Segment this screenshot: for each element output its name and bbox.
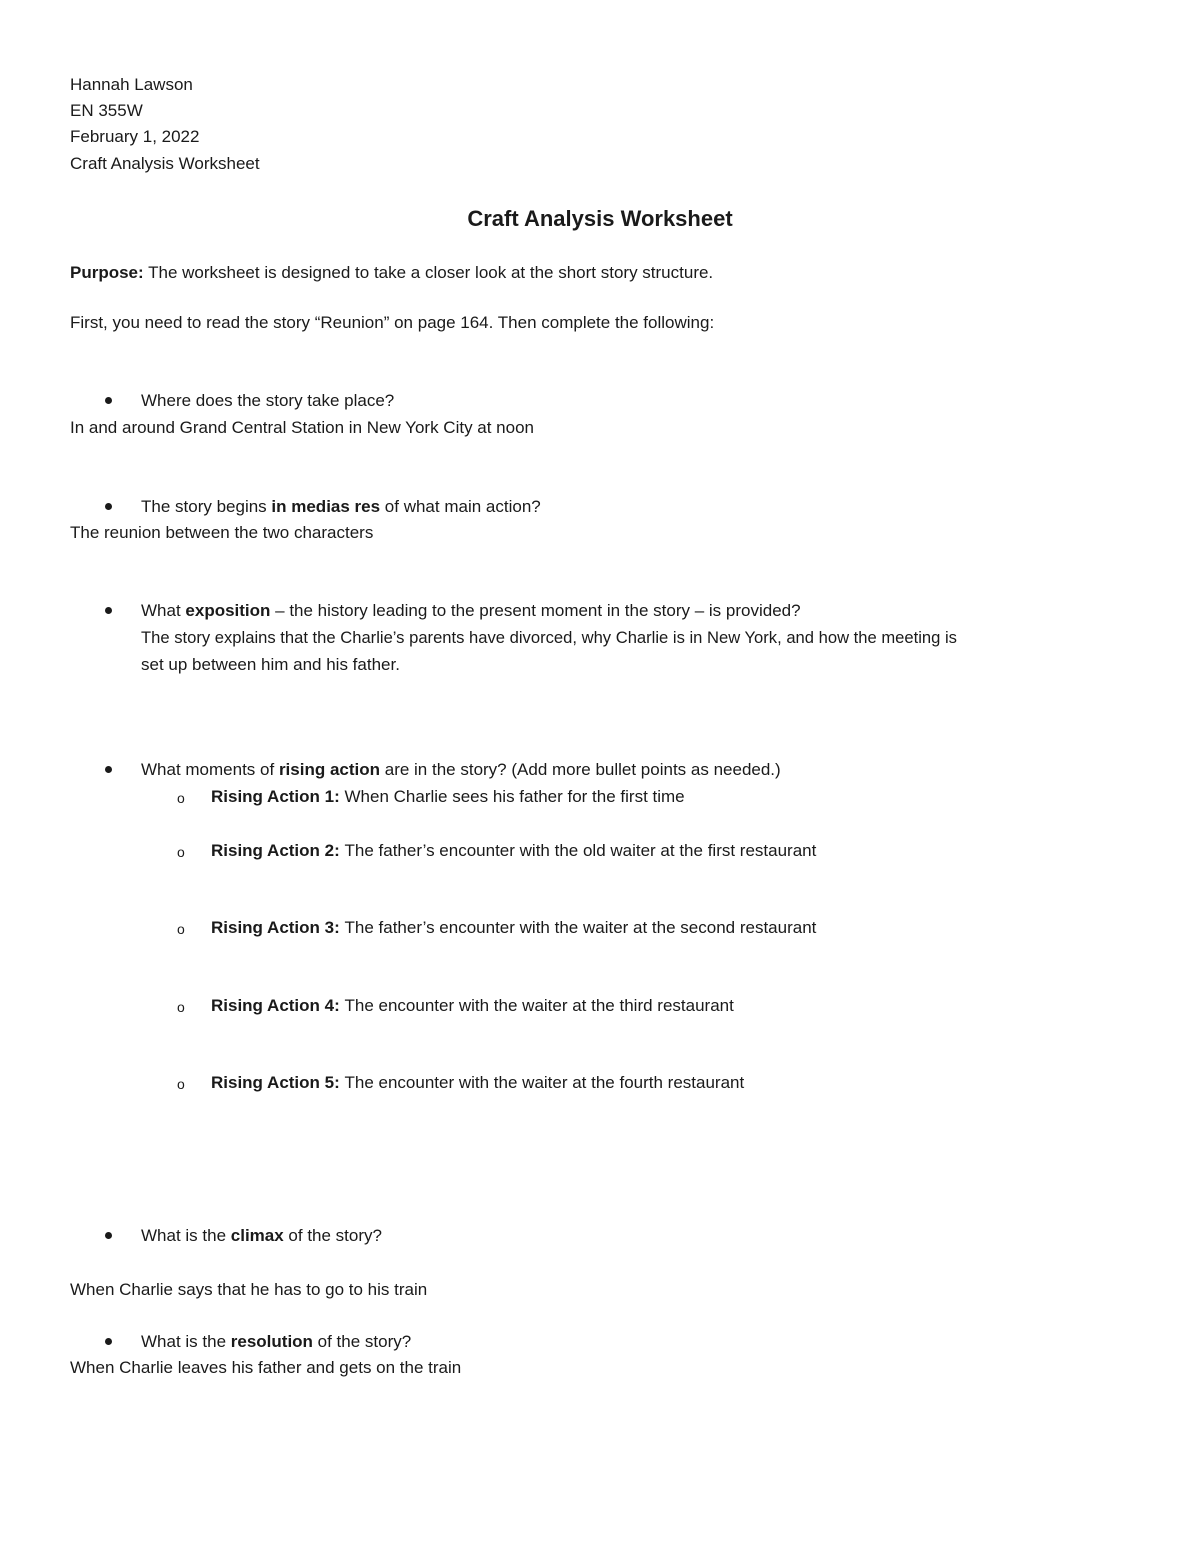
- sub-bullet-icon: o: [177, 844, 185, 860]
- rising-action-label: Rising Action 4:: [211, 996, 345, 1015]
- question-text: of the story?: [312, 1332, 412, 1351]
- rising-action-text: The encounter with the waiter at the third restaurant: [344, 996, 734, 1015]
- question-setting: Where does the story take place?: [141, 391, 395, 410]
- page-title: Craft Analysis Worksheet: [467, 206, 733, 231]
- rising-action-item: [211, 787, 685, 807]
- question-keyword: climax: [230, 1226, 284, 1245]
- question-keyword: exposition: [185, 601, 271, 620]
- rising-action-text: When Charlie sees his father for the first time: [344, 787, 685, 806]
- sub-bullet-icon: o: [177, 790, 185, 806]
- purpose-line: [70, 263, 713, 283]
- question-text: What is the: [141, 1226, 231, 1245]
- bullet-icon: [104, 1232, 114, 1242]
- question-keyword: rising action: [278, 760, 381, 779]
- rising-action-label: Rising Action 3:: [211, 918, 345, 937]
- rising-action-item: [211, 918, 816, 938]
- question-rising-action: [141, 760, 781, 780]
- bullet-icon: [104, 766, 114, 776]
- answer-climax: When Charlie says that he has to go to his train: [70, 1280, 428, 1299]
- question-text: What is the: [141, 1332, 231, 1351]
- rising-action-label: Rising Action 2:: [211, 841, 345, 860]
- question-text: – the history leading to the present moment in the story – is provided?: [270, 601, 801, 620]
- question-text: of the story?: [283, 1226, 382, 1245]
- intro-text: First, you need to read the story “Reunion” on page 164. Then complete the following:: [70, 313, 715, 332]
- question-keyword: resolution: [230, 1332, 313, 1351]
- question-text: are in the story? (Add more bullet points as needed.): [380, 760, 781, 779]
- answer-exposition-line-1: The story explains that the Charlie’s parents have divorced, why Charlie is in New York, and how the meeting is: [141, 628, 957, 647]
- rising-action-text: The father’s encounter with the waiter at the second restaurant: [344, 918, 817, 937]
- question-climax: [141, 1226, 382, 1246]
- question-in-medias-res: [141, 497, 541, 517]
- rising-action-label: Rising Action 5:: [211, 1073, 345, 1092]
- question-text: The story begins: [141, 497, 272, 516]
- document-label: Craft Analysis Worksheet: [70, 154, 260, 173]
- author-name: Hannah Lawson: [70, 75, 193, 94]
- rising-action-item: [211, 1073, 744, 1093]
- course-code: EN 355W: [70, 101, 143, 120]
- sub-bullet-icon: o: [177, 999, 185, 1015]
- purpose-text: The worksheet is designed to take a closer look at the short story structure.: [143, 263, 714, 282]
- question-text: of what main action?: [380, 497, 541, 516]
- bullet-icon: [104, 1338, 114, 1348]
- sub-bullet-icon: o: [177, 921, 185, 937]
- question-keyword: in medias res: [271, 497, 381, 516]
- rising-action-text: The encounter with the waiter at the fourth restaurant: [344, 1073, 745, 1092]
- rising-action-label: Rising Action 1:: [211, 787, 345, 806]
- answer-resolution: When Charlie leaves his father and gets on the train: [70, 1358, 462, 1377]
- question-text: What moments of: [141, 760, 279, 779]
- question-resolution: [141, 1332, 411, 1352]
- question-text: What: [141, 601, 186, 620]
- document-date: February 1, 2022: [70, 127, 200, 146]
- sub-bullet-icon: o: [177, 1076, 185, 1092]
- rising-action-item: [211, 996, 734, 1016]
- answer-exposition-line-2: set up between him and his father.: [141, 655, 400, 674]
- question-exposition: [141, 601, 801, 621]
- bullet-icon: [104, 503, 114, 513]
- bullet-icon: [104, 607, 114, 617]
- answer-in-medias-res: The reunion between the two characters: [70, 523, 374, 542]
- rising-action-item: [211, 841, 816, 861]
- answer-setting: In and around Grand Central Station in New York City at noon: [70, 418, 535, 437]
- purpose-label: Purpose:: [70, 263, 144, 282]
- rising-action-text: The father’s encounter with the old waiter at the first restaurant: [344, 841, 817, 860]
- bullet-icon: [104, 397, 114, 407]
